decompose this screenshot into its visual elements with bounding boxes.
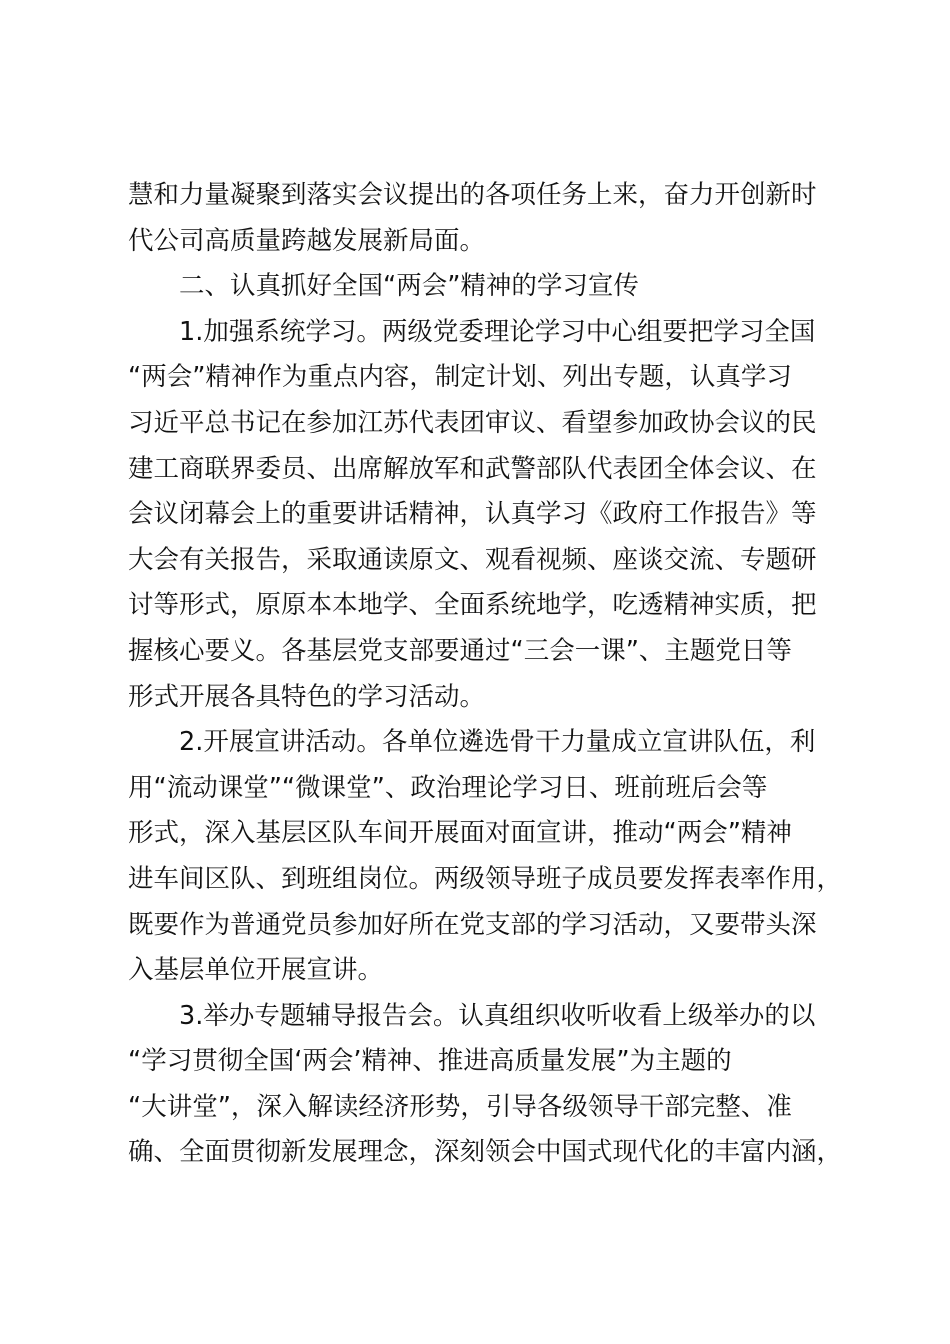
text-line: 既要作为普通党员参加好所在党支部的学习活动，又要带头深	[128, 909, 817, 940]
text-line: 入基层单位开展宣讲。	[128, 955, 384, 986]
text-line: 握核心要义。各基层党支部要通过“三会一课”、主题党日等	[128, 635, 792, 666]
text-line: 进车间区队、到班组岗位。两级领导班子成员要发挥表率作用，	[128, 863, 843, 894]
text-line: 建工商联界委员、出席解放军和武警部队代表团全体会议、在	[128, 453, 817, 484]
text-line: 会议闭幕会上的重要讲话精神，认真学习《政府工作报告》等	[128, 499, 817, 530]
paragraph-item-1	[128, 310, 828, 720]
text-line: 大会有关报告，采取通读原文、观看视频、座谈交流、专题研	[128, 544, 817, 575]
text-line: 习近平总书记在参加江苏代表团审议、看望参加政协会议的民	[128, 407, 817, 438]
text-line: “学习贯彻全国‘两会’精神、推进高质量发展”为主题的	[128, 1046, 732, 1077]
text-line: 二、认真抓好全国“两会”精神的学习宣传	[128, 271, 639, 302]
text-line: 2.开展宣讲活动。各单位遴选骨干力量成立宣讲队伍，利	[128, 727, 816, 758]
paragraph-item-3	[128, 994, 843, 1176]
paragraph-item-2	[128, 720, 843, 994]
text-line: 1.加强系统学习。两级党委理论学习中心组要把学习全国	[128, 316, 816, 347]
text-line: 讨等形式，原原本本地学、全面系统地学，吃透精神实质，把	[128, 590, 817, 621]
text-line: 代公司高质量跨越发展新局面。	[128, 225, 486, 256]
section-heading	[128, 264, 828, 310]
text-line: 形式开展各具特色的学习活动。	[128, 681, 486, 712]
paragraph-continuation	[128, 173, 828, 264]
text-line: 确、全面贯彻新发展理念，深刻领会中国式现代化的丰富内涵，	[128, 1137, 843, 1168]
text-line: 形式，深入基层区队车间开展面对面宣讲，推动“两会”精神	[128, 818, 792, 849]
text-line: 用“流动课堂”“微课堂”、政治理论学习日、班前班后会等	[128, 772, 768, 803]
text-line: 3.举办专题辅导报告会。认真组织收听收看上级举办的以	[128, 1000, 816, 1031]
text-line: “两会”精神作为重点内容，制定计划、列出专题，认真学习	[128, 362, 792, 393]
text-line: “大讲堂”，深入解读经济形势，引导各级领导干部完整、准	[128, 1091, 792, 1122]
document-body	[128, 173, 843, 1176]
text-line: 慧和力量凝聚到落实会议提出的各项任务上来，奋力开创新时	[128, 180, 817, 210]
